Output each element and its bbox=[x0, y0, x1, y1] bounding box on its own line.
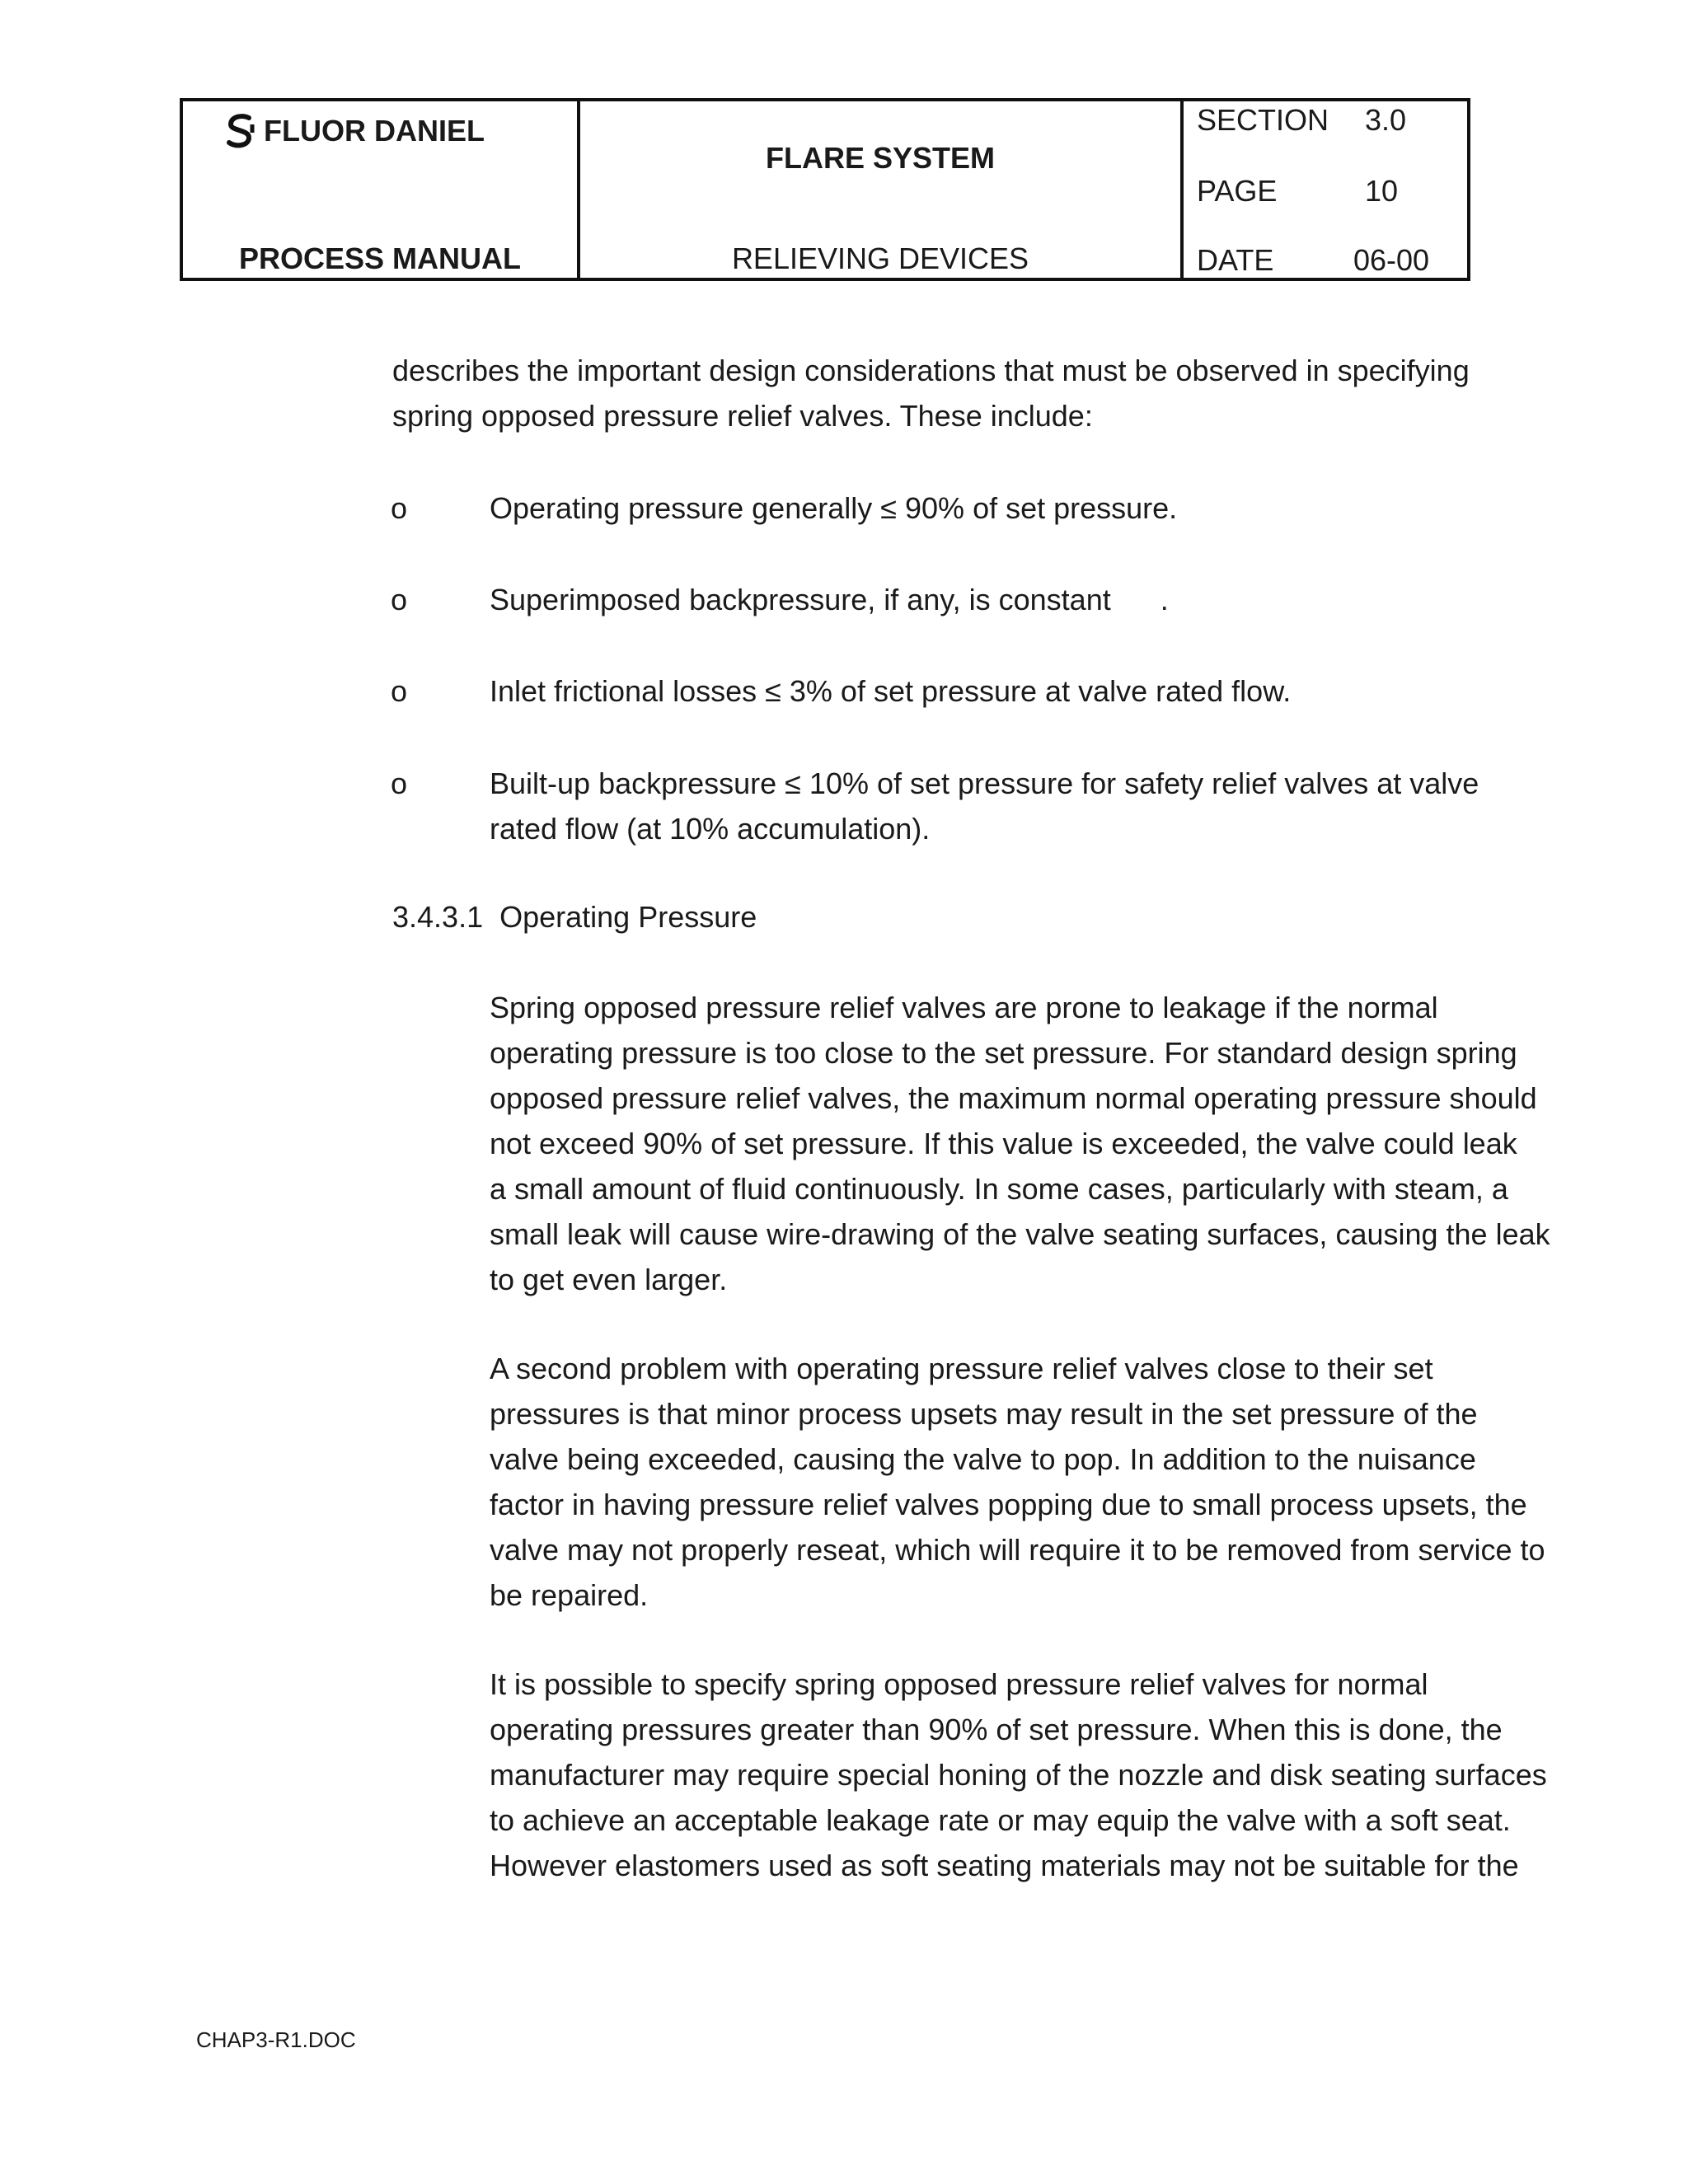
header-company-cell bbox=[181, 100, 579, 279]
paragraph-line: pressures is that minor process upsets may result in the set pressure of the bbox=[490, 1397, 1478, 1431]
paragraph-line: However elastomers used as soft seating materials may not be suitable for the bbox=[490, 1849, 1519, 1882]
intro-line: spring opposed pressure relief valves. These include: bbox=[392, 399, 1093, 433]
process-manual-label: PROCESS MANUAL bbox=[238, 241, 522, 275]
date-label: DATE bbox=[1197, 243, 1274, 277]
section-label: SECTION bbox=[1197, 103, 1329, 137]
paragraph-line: operating pressure is too close to the set pressure. For standard design spring bbox=[490, 1036, 1517, 1070]
bullet-text bbox=[490, 761, 1479, 851]
paragraph-line: to get even larger. bbox=[490, 1263, 728, 1296]
paragraph-line: operating pressures greater than 90% of set pressure. When this is done, the bbox=[490, 1713, 1503, 1746]
bullet-marker: o bbox=[391, 674, 408, 708]
page-value: 10 bbox=[1365, 174, 1399, 208]
paragraph-line: A second problem with operating pressure relief valves close to their set bbox=[490, 1352, 1433, 1385]
bullet-line: rated flow (at 10% accumulation). bbox=[490, 812, 931, 846]
page-label: PAGE bbox=[1197, 174, 1278, 208]
bullet-text: Superimposed backpressure, if any, is constant . bbox=[490, 583, 1169, 616]
section-row bbox=[1197, 103, 1407, 138]
intro-paragraph bbox=[392, 348, 1470, 438]
paragraph-line: valve may not properly reseat, which will require it to be removed from service to bbox=[490, 1533, 1545, 1567]
bullet-text: Operating pressure generally ≤ 90% of set pressure. bbox=[490, 491, 1178, 525]
paragraph-2 bbox=[490, 1346, 1545, 1618]
section-value: 3.0 bbox=[1365, 103, 1407, 137]
company-name bbox=[224, 113, 485, 149]
paragraph-line: It is possible to specify spring opposed pressure relief valves for normal bbox=[490, 1667, 1428, 1701]
paragraph-line: small leak will cause wire-drawing of the valve seating surfaces, causing the leak bbox=[490, 1217, 1550, 1251]
paragraph-line: Spring opposed pressure relief valves are prone to leakage if the normal bbox=[490, 991, 1438, 1024]
date-value: 06-00 bbox=[1353, 243, 1430, 277]
intro-line: describes the important design considerations that must be observed in specifying bbox=[392, 354, 1470, 387]
paragraph-line: valve being exceeded, causing the valve to pop. In addition to the nuisance bbox=[490, 1442, 1476, 1476]
paragraph-line: factor in having pressure relief valves popping due to small process upsets, the bbox=[490, 1488, 1527, 1521]
bullet-line: Built-up backpressure ≤ 10% of set pressure for safety relief valves at valve bbox=[490, 766, 1479, 800]
bullet-marker: o bbox=[391, 491, 408, 525]
paragraph-line: be repaired. bbox=[490, 1578, 649, 1612]
section-heading: 3.4.3.1 Operating Pressure bbox=[392, 900, 757, 934]
paragraph-line: to achieve an acceptable leakage rate or may equip the valve with a soft seat. bbox=[490, 1803, 1511, 1837]
document-subtitle: RELIEVING DEVICES bbox=[731, 241, 1029, 275]
paragraph-line: a small amount of fluid continuously. In some cases, particularly with steam, a bbox=[490, 1172, 1508, 1206]
header-title-cell bbox=[579, 100, 1182, 279]
bullet-text: Inlet frictional losses ≤ 3% of set pressure at valve rated flow. bbox=[490, 674, 1292, 708]
page-row bbox=[1197, 174, 1399, 209]
document-header bbox=[180, 98, 1470, 281]
paragraph-1 bbox=[490, 985, 1550, 1302]
date-row bbox=[1197, 243, 1430, 278]
bullet-marker: o bbox=[391, 766, 408, 800]
paragraph-3 bbox=[490, 1661, 1547, 1888]
paragraph-line: not exceed 90% of set pressure. If this value is exceeded, the valve could leak bbox=[490, 1127, 1517, 1160]
paragraph-line: opposed pressure relief valves, the maximum normal operating pressure should bbox=[490, 1081, 1537, 1115]
document-title: FLARE SYSTEM bbox=[765, 141, 995, 175]
footer-filename: CHAP3-R1.DOC bbox=[196, 2027, 356, 2052]
fluor-daniel-logo-icon bbox=[224, 113, 257, 149]
paragraph-line: manufacturer may require special honing of the nozzle and disk seating surfaces bbox=[490, 1758, 1547, 1792]
bullet-marker: o bbox=[391, 583, 408, 616]
header-meta-cell bbox=[1182, 100, 1469, 279]
company-label: FLUOR DANIEL bbox=[264, 114, 485, 148]
